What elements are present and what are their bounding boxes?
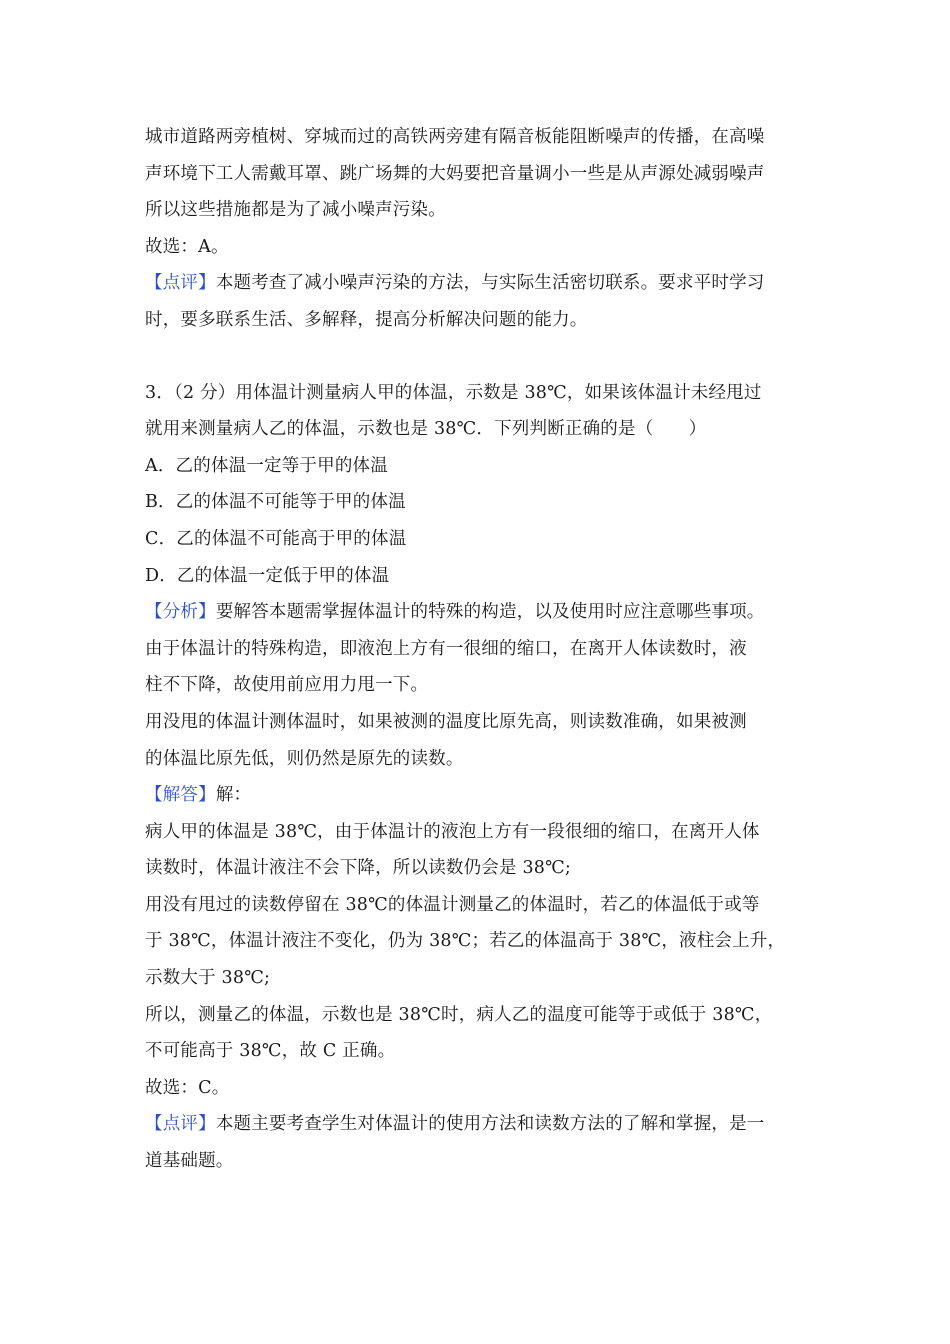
analysis-tag: 【分析】 [145,602,216,623]
solution-line-2: 病人甲的体温是 38℃，由于体温计的液泡上方有一段很细的缩口，在离开人体 [145,821,760,842]
option-d: D．乙的体温一定低于甲的体温 [145,565,390,586]
prev-answer-line-1: 城市道路两旁植树、穿城而过的高铁两旁建有隔音板能阻断噪声的传播，在高噪 [145,127,765,147]
solution-tag: 【解答】 [145,785,216,806]
document-page [145,119,825,1180]
solution-line-7: 所以，测量乙的体温，示数也是 38℃时，病人乙的温度可能等于或低于 38℃， [145,1004,773,1025]
prev-comment-line-2: 时，要多联系生活、多解释，提高分析解决问题的能力。 [145,309,588,330]
solution-line-5: 于 38℃，体温计液注不变化，仍为 38℃；若乙的体温高于 38℃，液柱会上升， [145,931,786,952]
comment-line-2: 道基础题。 [145,1151,234,1172]
solution-line-8: 不可能高于 38℃，故 C 正确。 [145,1041,396,1062]
analysis-text-1: 要解答本题需掌握体温计的特殊的构造，以及使用时应注意哪些事项。 [215,602,765,623]
comment-tag-q3: 【点评】 [145,1114,216,1135]
prev-answer-line-3: 所以这些措施都是为了减小噪声污染。 [145,200,446,221]
analysis-line-3: 柱不下降，故使用前应用力甩一下。 [145,675,429,696]
question-stem-line-1: 3．（2 分）用体温计测量病人甲的体温，示数是 38℃，如果该体温计未经甩过 [145,382,762,403]
prev-answer-choice: 故选：A。 [145,236,229,257]
solution-line-3: 读数时，体温计液注不会下降，所以读数仍会是 38℃; [145,858,572,879]
analysis-line-2: 由于体温计的特殊构造，即液泡上方有一很细的缩口，在离开人体读数时，液 [145,638,747,659]
prev-answer-line-2: 声环境下工人需戴耳罩、跳广场舞的大妈要把音量调小一些是从声源处减弱噪声 [145,163,765,184]
analysis-line-1 [145,594,825,631]
solution-line-6: 示数大于 38℃; [145,968,271,989]
solution-line-1 [145,777,825,814]
solution-choice: 故选：C。 [145,1077,230,1098]
comment-tag: 【点评】 [145,273,216,294]
prev-comment-line-1 [145,265,825,302]
prev-comment-text-1: 本题考查了减小噪声污染的方法，与实际生活密切联系。要求平时学习 [215,273,765,294]
solution-text-1: 解： [215,785,252,806]
option-a: A．乙的体温一定等于甲的体温 [145,455,388,476]
option-c: C．乙的体温不可能高于甲的体温 [145,528,407,549]
comment-text-1: 本题主要考查学生对体温计的使用方法和读数方法的了解和掌握，是一 [215,1114,765,1135]
comment-line-1 [145,1106,825,1143]
question-stem-line-2: 就用来测量病人乙的体温，示数也是 38℃．下列判断正确的是（ ） [145,419,707,440]
section-gap [145,339,825,375]
analysis-line-5: 的体温比原先低，则仍然是原先的读数。 [145,748,464,769]
option-b: B．乙的体温不可能等于甲的体温 [145,492,406,513]
solution-line-4: 用没有甩过的读数停留在 38℃的体温计测量乙的体温时，若乙的体温低于或等 [145,894,760,915]
analysis-line-4: 用没甩的体温计测体温时，如果被测的温度比原先高，则读数准确，如果被测 [145,711,747,732]
